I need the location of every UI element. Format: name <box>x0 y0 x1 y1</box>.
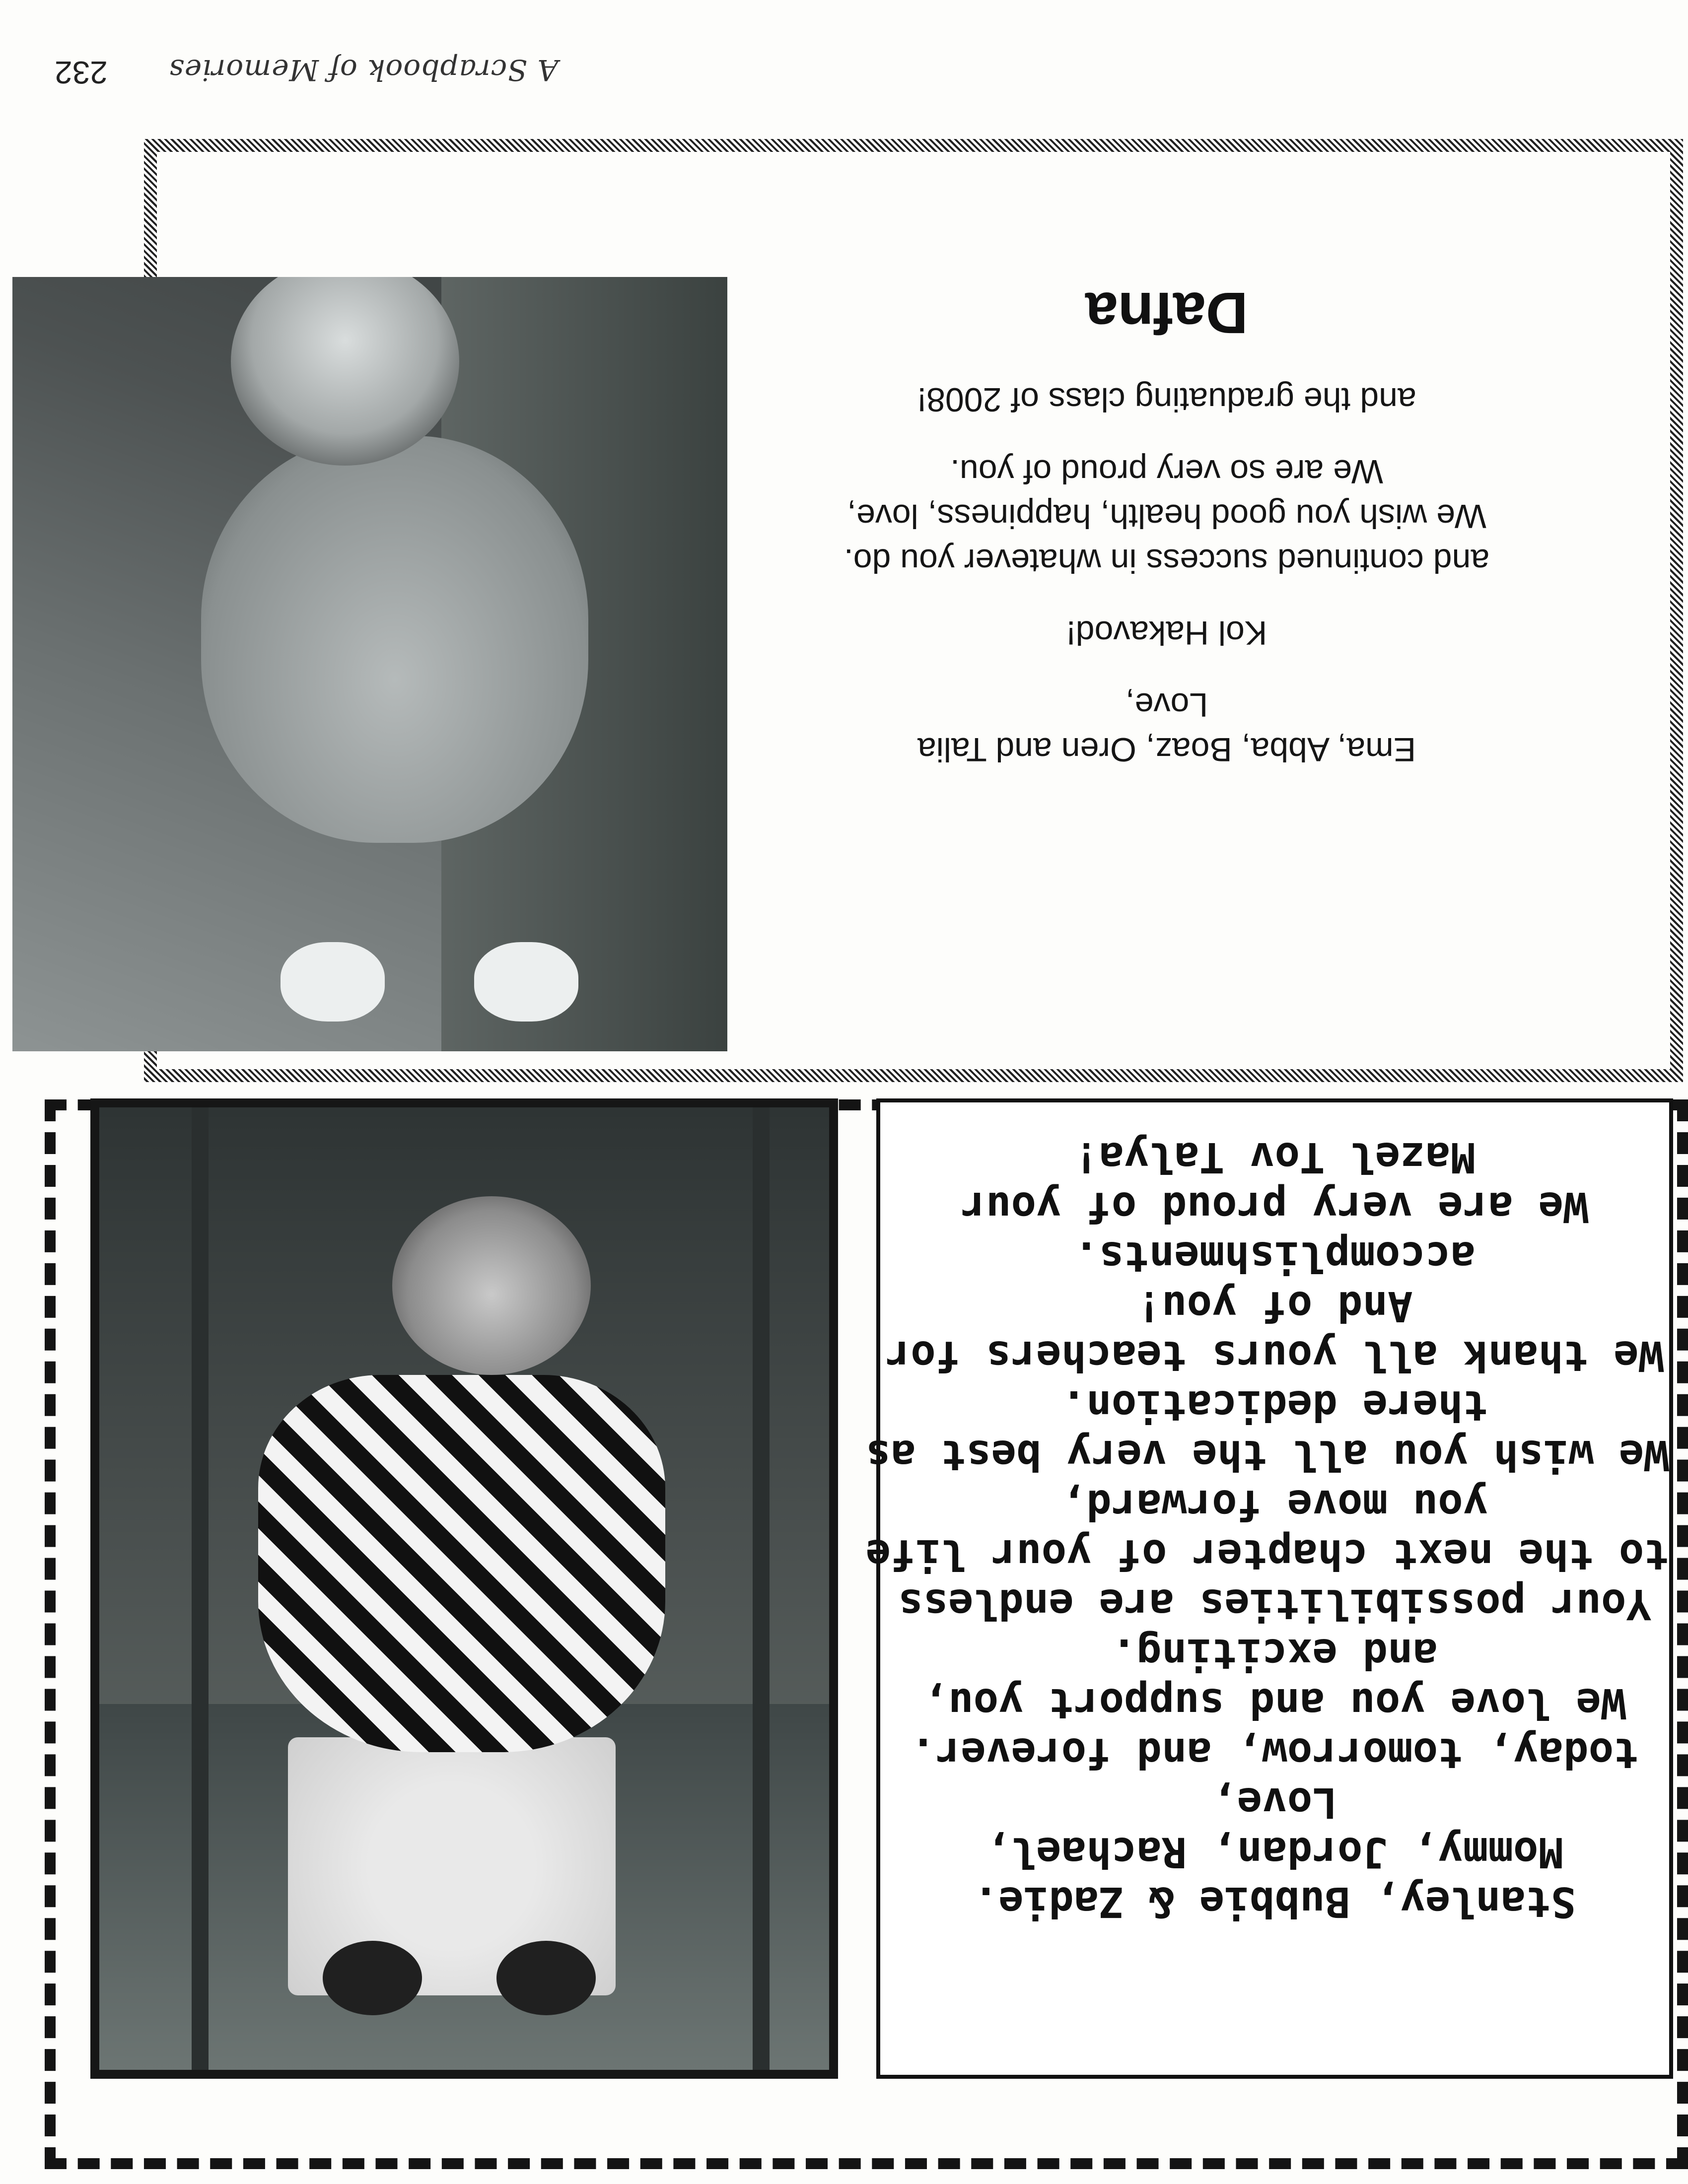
talya-message-line: We are very proud of your <box>961 1183 1589 1231</box>
dafna-message-line: Ema, Abba, Boaz, Oren and Talia <box>917 731 1416 768</box>
talya-message-line: today, tomorrow, and forever. <box>911 1729 1639 1777</box>
photo-sneaker <box>474 942 578 1022</box>
dafna-message-line: We wish you good health, happiness, love, <box>847 497 1486 535</box>
photo-rail <box>753 1107 770 2070</box>
dafna-name-heading: Dafna <box>1085 280 1248 345</box>
talya-message-line: accomplishments. <box>1073 1232 1476 1281</box>
page-header <box>0 18 1688 117</box>
talya-message-line: Stanley, Bubbie & Zadie. <box>973 1878 1576 1926</box>
talya-message-line: Mommy, Jordan, Rachael, <box>985 1828 1564 1877</box>
dafna-photo <box>12 277 727 1051</box>
talya-message-line: there dedication. <box>1061 1381 1488 1430</box>
talya-message-line: and exciting. <box>1111 1630 1438 1678</box>
photo-sneaker <box>281 942 385 1022</box>
talya-message-line: Mazel Tov Talya! <box>1073 1133 1476 1182</box>
dafna-ad <box>0 129 1688 1087</box>
dafna-message-line: We are so very proud of you. <box>950 453 1383 490</box>
talya-message-line: We thank all yours teachers for <box>885 1332 1664 1380</box>
dafna-message-line: Kol Hakavod! <box>1066 614 1267 652</box>
talya-message-line: And of you! <box>1136 1282 1413 1331</box>
dafna-message <box>725 273 1609 1047</box>
dafna-message-line: and continued success in whatever you do. <box>844 542 1490 580</box>
photo-shoe <box>323 1941 422 2015</box>
talya-photo <box>90 1098 838 2079</box>
photo-head <box>392 1196 591 1375</box>
page-number: 232 <box>55 55 108 90</box>
talya-message-line: Love, <box>1212 1778 1337 1827</box>
talya-message-line: you move forward, <box>1061 1481 1488 1529</box>
book-title: A Scrapbook of Memories <box>169 53 559 87</box>
dafna-message-line: and the graduating class of 2008! <box>917 381 1416 418</box>
photo-rail <box>192 1107 209 2070</box>
dafna-message-line: Love, <box>1125 686 1208 724</box>
talya-message-line: We wish you all the very best as <box>865 1431 1669 1480</box>
talya-message-line: Your possibilities are endless <box>898 1580 1652 1629</box>
talya-message-box <box>865 1098 1673 2079</box>
talya-ad <box>0 1087 1688 2184</box>
talya-message-line: to the next chapter of your life <box>865 1530 1669 1579</box>
photo-shoe <box>496 1941 596 2015</box>
photo-child-body <box>201 436 588 843</box>
photo-checkered-outfit <box>258 1375 665 1752</box>
talya-message-line: We love you and support you, <box>923 1679 1626 1728</box>
